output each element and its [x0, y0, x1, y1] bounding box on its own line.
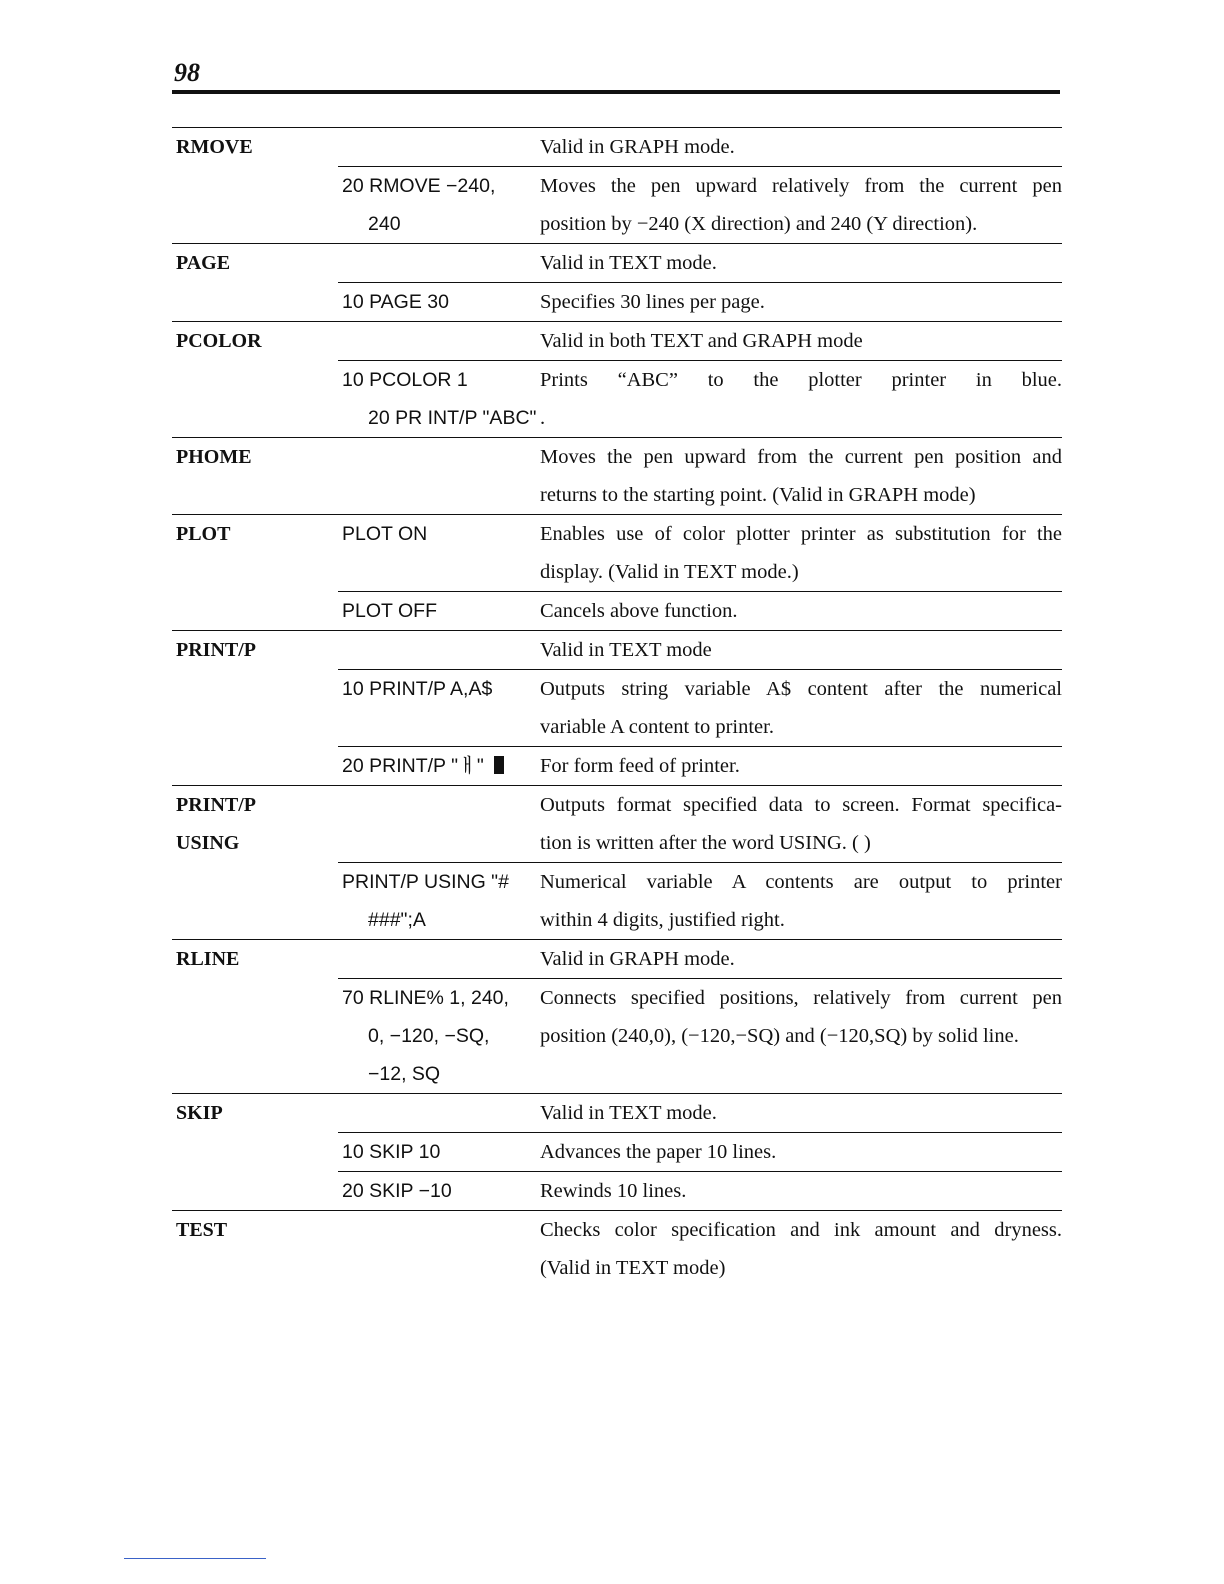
description	[540, 786, 1062, 862]
code-line: 10 PAGE 30	[342, 291, 449, 313]
example-code	[338, 283, 540, 321]
example-code	[338, 1094, 540, 1132]
table-row	[338, 746, 1062, 785]
command-keyword	[176, 1094, 223, 1132]
table-row	[338, 166, 1062, 243]
code-line	[342, 786, 540, 824]
code-line: 20 RMOVE −240,	[342, 175, 496, 197]
keyword-line: PRINT/P	[176, 794, 256, 816]
code-line	[342, 438, 540, 476]
example-code	[338, 863, 540, 939]
code-line: ###";A	[368, 909, 426, 931]
description	[540, 244, 1062, 282]
table-row	[338, 282, 1062, 321]
code-line: PLOT ON	[342, 523, 428, 545]
example-code	[338, 786, 540, 862]
description	[540, 515, 1062, 591]
description	[540, 863, 1062, 939]
description-line: variable A content to printer.	[540, 716, 774, 738]
command-entry	[172, 630, 1062, 785]
example-code	[338, 322, 540, 360]
example-code	[338, 1133, 540, 1171]
example-code	[338, 592, 540, 630]
description-line: Numerical variable A contents are output to printer	[540, 871, 1062, 893]
control-char-icon	[494, 756, 504, 774]
description-line: Outputs string variable A$ content after the numerical	[540, 678, 1062, 700]
table-row	[338, 1094, 1062, 1132]
keyword-line: PCOLOR	[176, 330, 262, 352]
description-line: Cancels above function.	[540, 600, 738, 622]
description	[540, 1172, 1062, 1210]
description-line: Specifies 30 lines per page.	[540, 291, 765, 313]
keyword-line: SKIP	[176, 1102, 223, 1124]
keyword-line: RLINE	[176, 948, 240, 970]
command-entry	[172, 437, 1062, 514]
description-line: .	[540, 407, 546, 429]
description	[540, 322, 1062, 360]
code-line: −12, SQ	[368, 1063, 441, 1085]
description-line: Outputs format specified data to screen. Format specifica-	[540, 794, 1062, 816]
example-code	[338, 940, 540, 978]
description-line	[540, 1055, 1062, 1093]
code-line: 10 PCOLOR 1	[342, 369, 468, 391]
description-line: display. (Valid in TEXT mode.)	[540, 561, 799, 583]
example-code	[338, 244, 540, 282]
command-entry	[172, 127, 1062, 243]
description-line: Checks color specification and ink amount and dryness.	[540, 1219, 1062, 1241]
example-code	[338, 128, 540, 166]
example-code	[338, 167, 540, 243]
command-entry	[172, 1093, 1062, 1210]
command-entry	[172, 1210, 1062, 1287]
description-line: Connects specified positions, relatively from current pen	[540, 987, 1062, 1009]
description	[540, 592, 1062, 630]
table-row	[338, 786, 1062, 862]
description-line: within 4 digits, justified right.	[540, 909, 785, 931]
command-keyword	[176, 322, 262, 360]
command-table	[172, 127, 1062, 1287]
example-code	[338, 747, 540, 785]
description-line: tion is written after the word USING. ( )	[540, 832, 871, 854]
table-row	[338, 1211, 1062, 1287]
description-line: For form feed of printer.	[540, 755, 740, 777]
table-row	[338, 438, 1062, 514]
keyword-line: PLOT	[176, 523, 231, 545]
code-line: 10 SKIP 10	[342, 1141, 441, 1163]
example-code	[338, 515, 540, 591]
example-code	[338, 1211, 540, 1287]
example-code	[338, 1172, 540, 1210]
description-line: position by −240 (X direction) and 240 (Y direction).	[540, 213, 978, 235]
command-keyword	[176, 786, 256, 862]
description-line: Valid in both TEXT and GRAPH mode	[540, 330, 863, 352]
table-row	[338, 631, 1062, 669]
table-row	[338, 591, 1062, 630]
code-line: 240	[368, 213, 401, 235]
page-number: 98	[174, 58, 200, 87]
code-line: 70 RLINE% 1, 240,	[342, 987, 509, 1009]
command-keyword	[176, 438, 252, 476]
description-line: Valid in TEXT mode.	[540, 1102, 717, 1124]
description-line: (Valid in TEXT mode)	[540, 1257, 726, 1279]
table-row	[338, 669, 1062, 746]
example-code	[338, 361, 540, 437]
description	[540, 361, 1062, 437]
table-row	[338, 940, 1062, 978]
table-row	[338, 244, 1062, 282]
code-line: 10 PRINT/P A,A$	[342, 678, 493, 700]
description-line: Moves the pen upward from the current pen position and	[540, 446, 1062, 468]
description	[540, 128, 1062, 166]
code-line	[342, 631, 540, 669]
description	[540, 670, 1062, 746]
table-row	[338, 1171, 1062, 1210]
code-line: 20 SKIP −10	[342, 1180, 452, 1202]
command-entry	[172, 514, 1062, 630]
description-line: Advances the paper 10 lines.	[540, 1141, 777, 1163]
example-code	[338, 670, 540, 746]
keyword-line: PHOME	[176, 446, 252, 468]
code-line: 0, −120, −SQ,	[368, 1025, 490, 1047]
command-entry	[172, 785, 1062, 939]
description	[540, 1094, 1062, 1132]
description-line: Valid in GRAPH mode.	[540, 948, 735, 970]
description-line: Valid in GRAPH mode.	[540, 136, 735, 158]
description	[540, 283, 1062, 321]
command-entry	[172, 321, 1062, 437]
table-row	[338, 360, 1062, 437]
code-line	[342, 244, 540, 282]
description	[540, 940, 1062, 978]
header-rule	[172, 90, 1060, 94]
code-line: PRINT/P USING "#	[342, 871, 509, 893]
description-line: Valid in TEXT mode.	[540, 252, 717, 274]
command-keyword	[176, 1211, 227, 1249]
description	[540, 1211, 1062, 1287]
command-keyword	[176, 244, 230, 282]
description-line: Rewinds 10 lines.	[540, 1180, 687, 1202]
table-row	[338, 862, 1062, 939]
code-line	[342, 940, 540, 978]
code-line: 20 PR INT/P "ABC"	[368, 407, 537, 429]
command-entry	[172, 243, 1062, 321]
command-keyword	[176, 128, 253, 166]
command-keyword	[176, 631, 256, 669]
keyword-line: USING	[176, 832, 240, 854]
table-row	[338, 128, 1062, 166]
table-row	[338, 515, 1062, 591]
description	[540, 979, 1062, 1093]
code-line: PLOT OFF	[342, 600, 437, 622]
description	[540, 747, 1062, 785]
code-line: 20 PRINT/P "ㅐ"	[342, 747, 540, 785]
command-keyword	[176, 515, 230, 553]
code-line	[342, 1211, 540, 1249]
description	[540, 167, 1062, 243]
example-code	[338, 438, 540, 514]
command-keyword	[176, 940, 239, 978]
table-row	[338, 322, 1062, 360]
example-code	[338, 631, 540, 669]
command-entry	[172, 939, 1062, 1093]
description-line: Valid in TEXT mode	[540, 639, 712, 661]
description-line: Prints “ABC” to the plotter printer in blue.	[540, 369, 1062, 391]
table-row	[338, 978, 1062, 1093]
description-line: Enables use of color plotter printer as substitution for the	[540, 523, 1062, 545]
code-line	[342, 1094, 540, 1132]
description	[540, 438, 1062, 514]
code-line	[342, 322, 540, 360]
description-line: returns to the starting point. (Valid in GRAPH mode)	[540, 484, 976, 506]
keyword-line: PRINT/P	[176, 639, 256, 661]
keyword-line: RMOVE	[176, 136, 253, 158]
keyword-line: PAGE	[176, 252, 231, 274]
code-line	[342, 128, 540, 166]
example-code	[338, 979, 540, 1093]
footer-mark	[124, 1558, 266, 1559]
table-row	[338, 1132, 1062, 1171]
description-line: position (240,0), (−120,−SQ) and (−120,SQ) by solid line.	[540, 1025, 1019, 1047]
description	[540, 631, 1062, 669]
description	[540, 1133, 1062, 1171]
description-line: Moves the pen upward relatively from the current pen	[540, 175, 1062, 197]
keyword-line: TEST	[176, 1219, 228, 1241]
